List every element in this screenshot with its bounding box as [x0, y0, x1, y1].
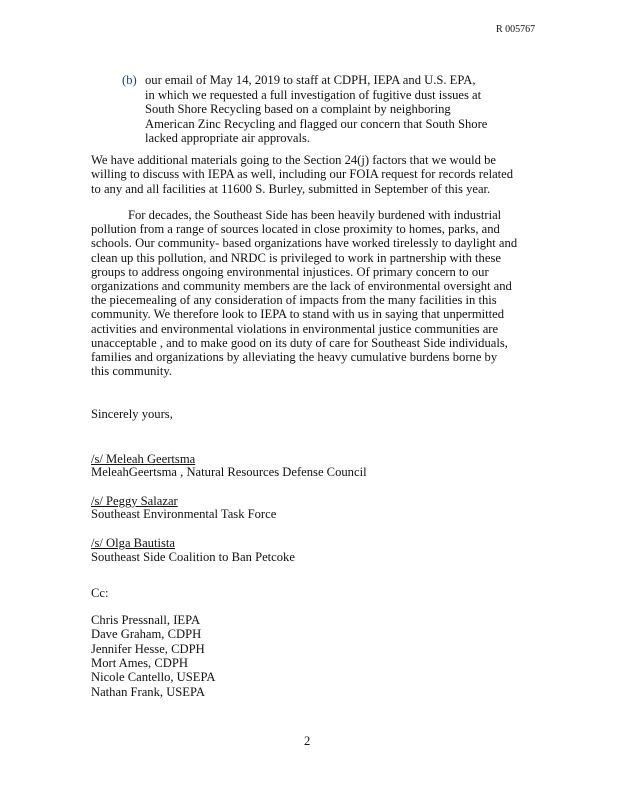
- text-line: schools. Our community- based organizations have worked tirelessly to daylight and: [91, 236, 518, 251]
- text-line: this community.: [91, 364, 173, 379]
- text-line: families and organizations by alleviating the heavy cumulative burdens borne by: [91, 350, 498, 364]
- text-line: community. We therefore look to IEPA to stand with us in saying that unpermitted: [91, 307, 505, 322]
- signature: /s/ Peggy Salazar: [91, 494, 178, 508]
- text-line: pollution from a range of sources located in close proximity to homes, parks, and: [91, 222, 500, 237]
- cc-recipient: Jennifer Hesse, CDPH: [91, 641, 205, 656]
- cc-recipient: Dave Graham, CDPH: [91, 627, 202, 642]
- text-line: American Zinc Recycling and flagged our concern that South Shore: [145, 116, 488, 131]
- signatory-affiliation: Southeast Side Coalition to Ban Petcoke: [91, 550, 295, 564]
- text-line: our email of May 14, 2019 to staff at CDPH, IEPA and U.S. EPA,: [145, 73, 476, 87]
- text-line: activities and environmental violations in environmental justice communities are: [91, 321, 499, 336]
- text-line: groups to address ongoing environmental injustices. Of primary concern to our: [91, 264, 489, 279]
- signature: /s/ Meleah Geertsma: [91, 452, 196, 466]
- signature: /s/ Olga Bautista: [91, 536, 175, 550]
- text-line: to any and all facilities at 11600 S. Burley, submitted in September of this year.: [91, 181, 491, 196]
- signatory-affiliation: MeleahGeertsma , Natural Resources Defense Council: [91, 465, 367, 479]
- text-line: the piecemealing of any consideration of impacts from the many facilities in this: [91, 293, 497, 308]
- text-line: South Shore Recycling based on a complaint by neighboring: [145, 102, 451, 116]
- text-line: willing to discuss with IEPA as well, including our FOIA request for records related: [91, 167, 514, 182]
- text-line: organizations and community members are the lack of environmental oversight and: [91, 279, 512, 293]
- text-line: lacked appropriate air approvals.: [145, 131, 311, 145]
- text-line: For decades, the Southeast Side has been heavily burdened with industrial: [128, 208, 502, 222]
- closing: Sincerely yours,: [91, 407, 173, 421]
- signatory-affiliation: Southeast Environmental Task Force: [91, 507, 277, 521]
- cc-recipient: Nathan Frank, USEPA: [91, 684, 205, 699]
- text-line: We have additional materials going to the Section 24(j) factors that we would be: [91, 153, 497, 167]
- cc-recipient: Chris Pressnall, IEPA: [91, 613, 201, 627]
- list-item-label: (b): [122, 73, 137, 87]
- cc-recipient: Nicole Cantello, USEPA: [91, 670, 216, 685]
- text-line: unacceptable , and to make good on its duty of care for Southeast Side individuals,: [91, 335, 508, 350]
- cc-label: Cc:: [91, 586, 109, 600]
- page-number: 2: [304, 734, 311, 748]
- bates-number: R 005767: [496, 24, 536, 35]
- text-line: in which we requested a full investigation of fugitive dust issues at: [145, 87, 482, 102]
- text-line: clean up this pollution, and NRDC is privileged to work in partnership with these: [91, 250, 501, 265]
- cc-recipient: Mort Ames, CDPH: [91, 655, 188, 670]
